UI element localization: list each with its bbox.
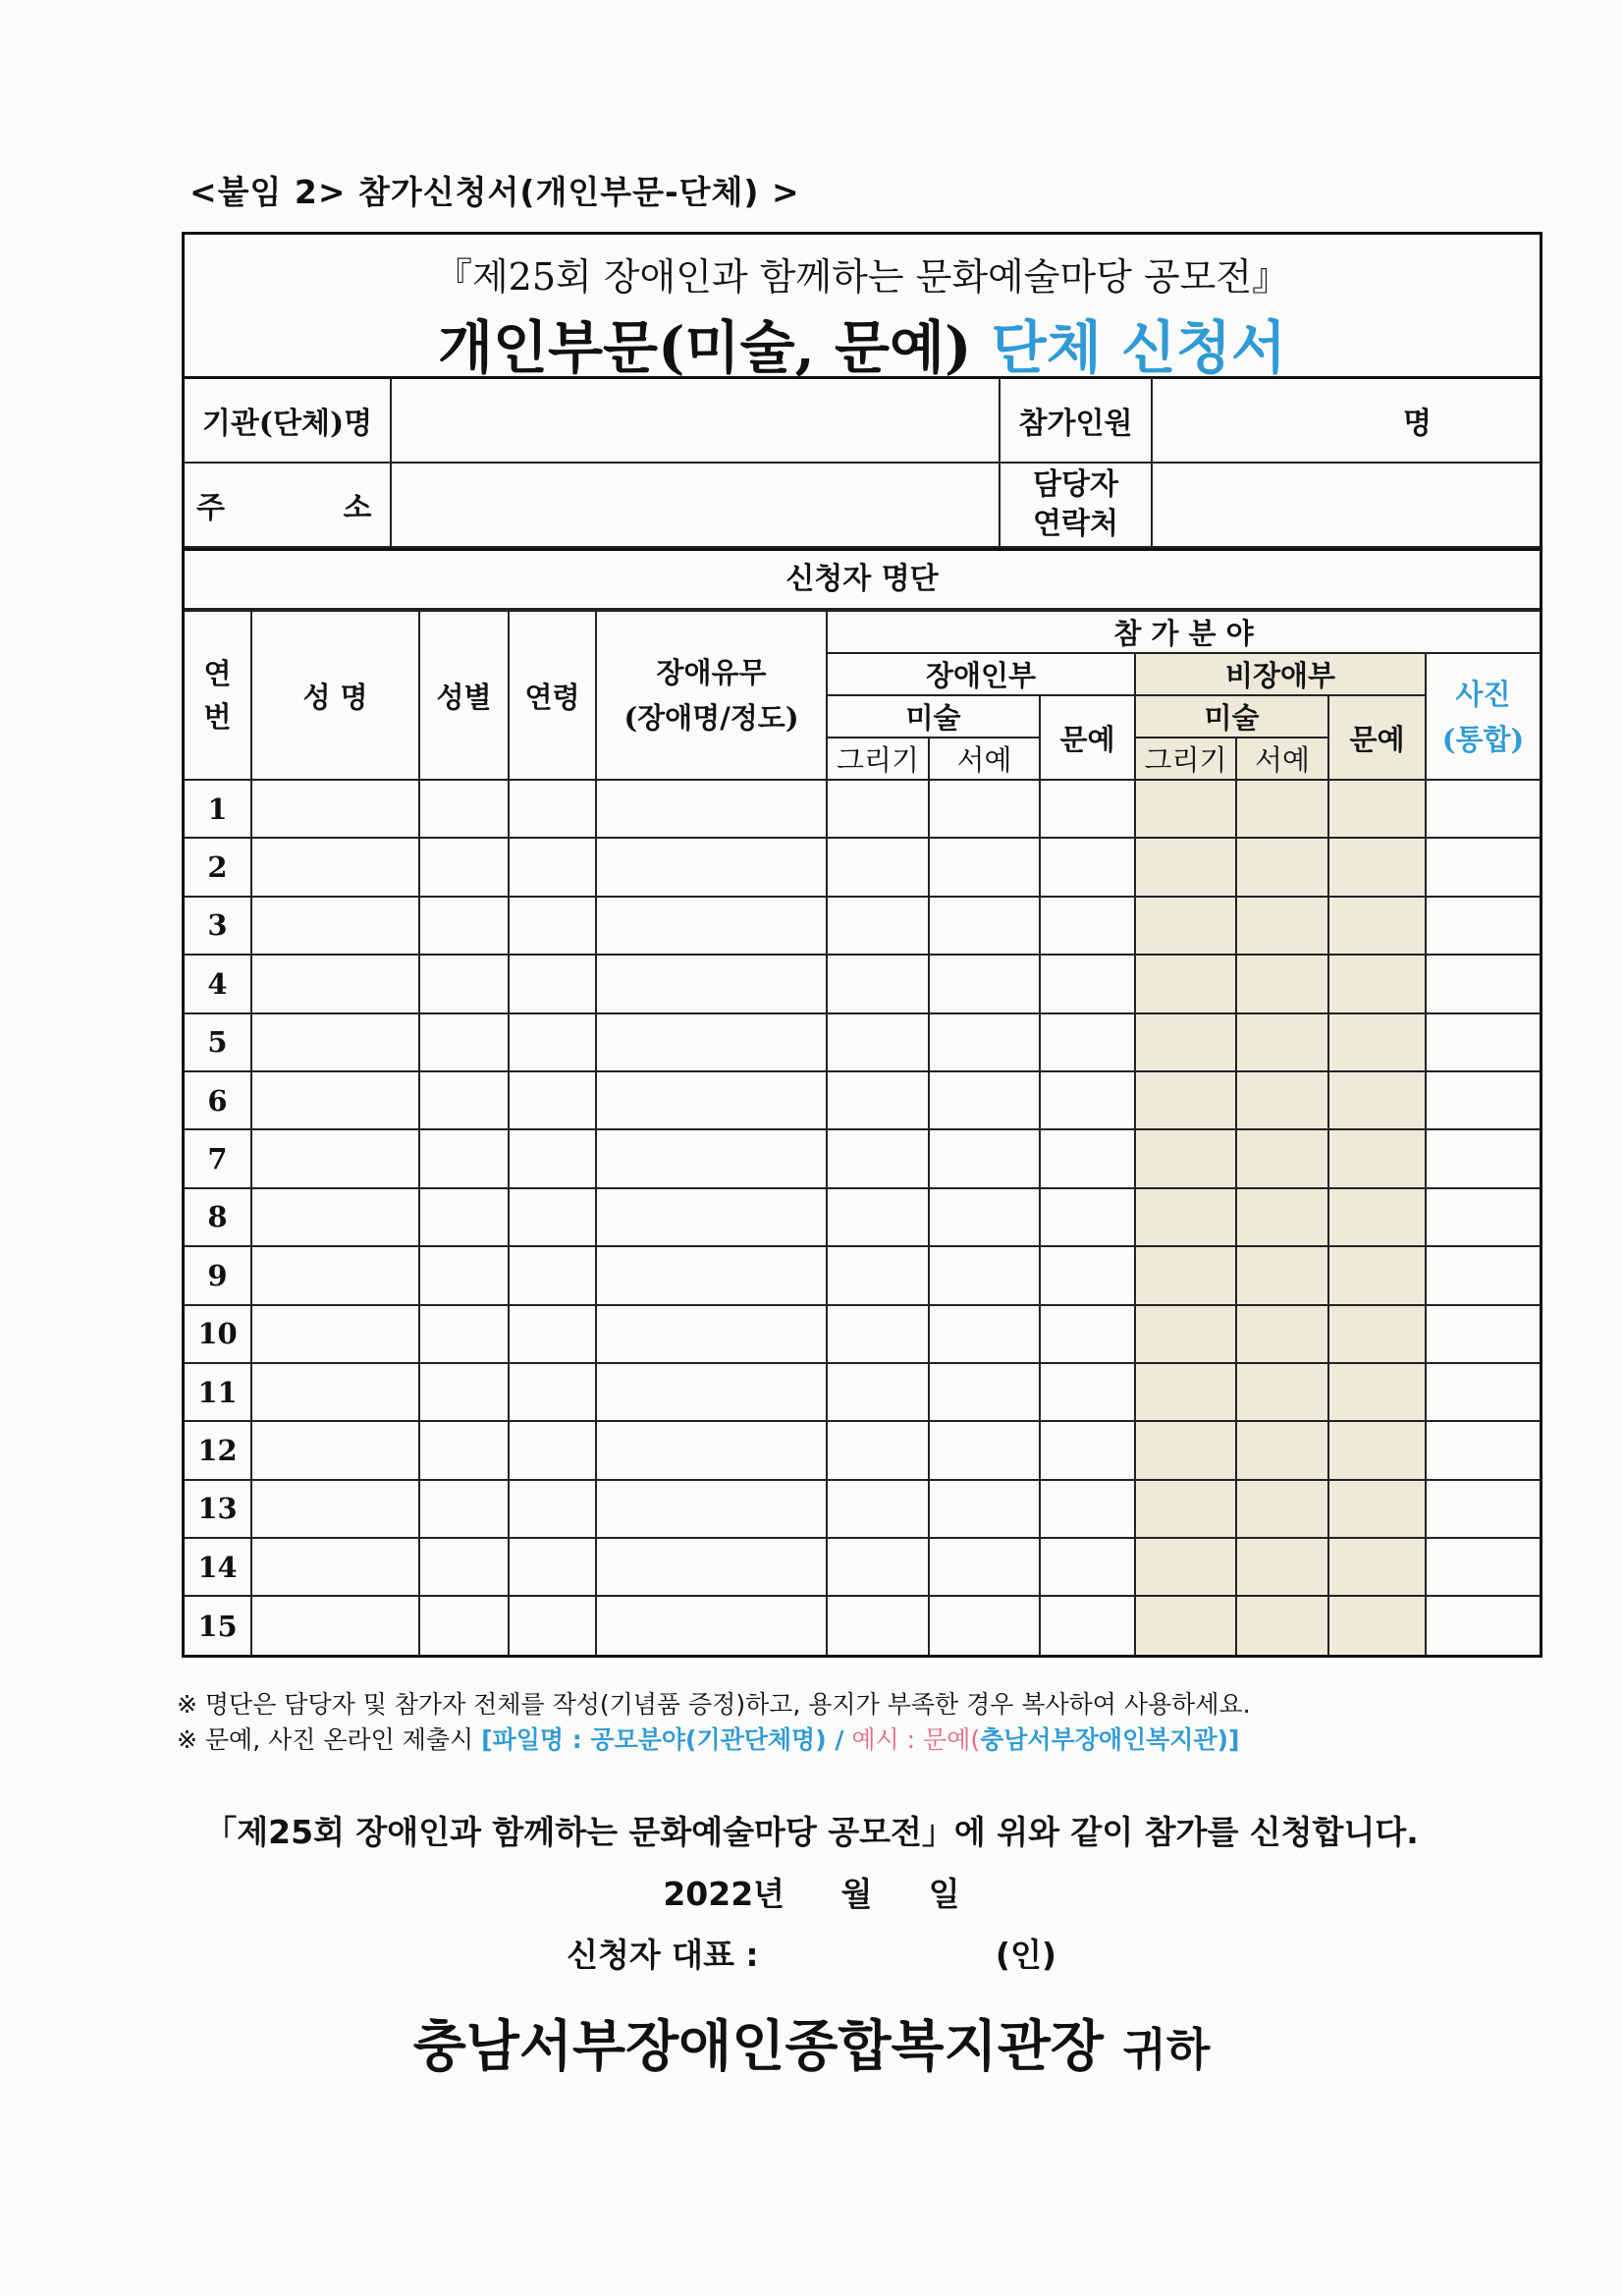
- roster-cell[interactable]: [1135, 1013, 1236, 1071]
- roster-cell[interactable]: [1426, 1071, 1540, 1129]
- roster-cell[interactable]: [419, 1363, 509, 1421]
- roster-cell[interactable]: [596, 1421, 827, 1479]
- roster-row: [185, 1013, 1540, 1071]
- roster-title: 신청자 명단: [185, 548, 1540, 610]
- roster-cell[interactable]: [251, 1480, 419, 1538]
- roster-cell[interactable]: [596, 1129, 827, 1187]
- roster-cell[interactable]: [1135, 1305, 1236, 1363]
- roster-cell[interactable]: [1040, 838, 1135, 896]
- roster-cell[interactable]: [1040, 1188, 1135, 1246]
- note-1: ※ 명단은 담당자 및 참가자 전체를 작성(기념품 증정)하고, 용지가 부족한 경우 복사하여 사용하세요.: [177, 1690, 1251, 1719]
- contact-field[interactable]: [1152, 463, 1540, 547]
- roster-cell[interactable]: [1236, 1480, 1328, 1538]
- roster-cell[interactable]: [596, 1246, 827, 1304]
- roster-cell[interactable]: [1135, 1246, 1236, 1304]
- roster-cell[interactable]: [1426, 838, 1540, 896]
- roster-cell[interactable]: [1236, 1246, 1328, 1304]
- roster-cell[interactable]: [509, 1129, 596, 1187]
- disabled-literature-header: 문예: [1040, 695, 1135, 780]
- roster-cell[interactable]: [827, 1129, 929, 1187]
- roster-cell[interactable]: [1236, 1363, 1328, 1421]
- roster-cell[interactable]: [827, 1013, 929, 1071]
- roster-cell[interactable]: [419, 897, 509, 955]
- roster-cell[interactable]: [419, 1421, 509, 1479]
- roster-cell[interactable]: [1040, 955, 1135, 1012]
- roster-cell[interactable]: [1135, 1538, 1236, 1596]
- roster-cell[interactable]: [827, 955, 929, 1012]
- roster-cell[interactable]: [1328, 1305, 1426, 1363]
- roster-cell[interactable]: [827, 897, 929, 955]
- roster-cell[interactable]: [1040, 1480, 1135, 1538]
- roster-cell[interactable]: [419, 1071, 509, 1129]
- roster-cell[interactable]: [1040, 1596, 1135, 1654]
- roster-cell[interactable]: [509, 1305, 596, 1363]
- roster-cell[interactable]: [509, 1480, 596, 1538]
- note-2-filename: [파일명 : 공모분야(기관단체명) /: [481, 1725, 844, 1754]
- roster-cell[interactable]: [251, 1071, 419, 1129]
- disabled-art-header: 미술: [827, 695, 1040, 738]
- roster-cell[interactable]: [1040, 1129, 1135, 1187]
- roster-cell[interactable]: [419, 780, 509, 838]
- roster-cell[interactable]: [251, 1129, 419, 1187]
- contest-title: 『제25회 장애인과 함께하는 문화예술마당 공모전』: [434, 255, 1290, 299]
- application-form: [182, 232, 1542, 1658]
- roster-cell[interactable]: [1135, 780, 1236, 838]
- note-2-prefix: ※ 문예, 사진 온라인 제출시: [177, 1725, 474, 1754]
- roster-cell[interactable]: [1040, 780, 1135, 838]
- disabled-drawing-header: 그리기: [827, 738, 929, 780]
- roster-cell[interactable]: [827, 1363, 929, 1421]
- roster-cell[interactable]: [1328, 838, 1426, 896]
- roster-cell[interactable]: [1135, 1480, 1236, 1538]
- row-number: 3: [185, 897, 251, 955]
- address-label-char-2: 소: [343, 491, 372, 525]
- roster-cell[interactable]: [509, 1246, 596, 1304]
- roster-cell[interactable]: [419, 838, 509, 896]
- roster-cell[interactable]: [1426, 897, 1540, 955]
- roster-cell[interactable]: [1328, 1480, 1426, 1538]
- roster-cell[interactable]: [1328, 1129, 1426, 1187]
- roster-cell[interactable]: [509, 780, 596, 838]
- roster-cell[interactable]: [827, 1305, 929, 1363]
- roster-cell[interactable]: [929, 1129, 1040, 1187]
- roster-cell[interactable]: [509, 1188, 596, 1246]
- roster-cell[interactable]: [1236, 1596, 1328, 1654]
- nondisabled-drawing-header: 그리기: [1135, 738, 1236, 780]
- roster-cell[interactable]: [827, 1480, 929, 1538]
- roster-row: [185, 897, 1540, 955]
- roster-cell[interactable]: [509, 1363, 596, 1421]
- roster-cell[interactable]: [509, 897, 596, 955]
- roster-cell[interactable]: [1328, 1188, 1426, 1246]
- roster-cell[interactable]: [1328, 1538, 1426, 1596]
- row-number: 14: [185, 1538, 251, 1596]
- roster-cell[interactable]: [827, 1596, 929, 1654]
- form-title-accent: 단체 신청서: [991, 314, 1287, 381]
- roster-cell[interactable]: [1040, 1071, 1135, 1129]
- roster-cell[interactable]: [251, 1421, 419, 1479]
- roster-cell[interactable]: [251, 1363, 419, 1421]
- contact-label-line-1: 담당자: [1033, 467, 1118, 502]
- roster-cell[interactable]: [596, 838, 827, 896]
- roster-cell[interactable]: [1236, 1129, 1328, 1187]
- roster-cell[interactable]: [419, 1538, 509, 1596]
- declaration: 「제25회 장애인과 함께하는 문화예술마당 공모전」에 위와 같이 참가를 신청합니다.: [204, 1813, 1419, 1851]
- roster-row: [185, 1538, 1540, 1596]
- roster-cell[interactable]: [1236, 1421, 1328, 1479]
- nondisabled-division-header: 비장애부: [1135, 653, 1426, 695]
- org-name-label: 기관(단체)명: [185, 379, 391, 463]
- roster-row: [185, 1480, 1540, 1538]
- col-age-header: 연령: [509, 611, 596, 780]
- roster-row: [185, 1363, 1540, 1421]
- row-number: 6: [185, 1071, 251, 1129]
- roster-cell[interactable]: [1236, 897, 1328, 955]
- roster-cell[interactable]: [1236, 1188, 1328, 1246]
- row-number: 11: [185, 1363, 251, 1421]
- roster-cell[interactable]: [929, 955, 1040, 1012]
- roster-cell[interactable]: [929, 1188, 1040, 1246]
- row-number: 13: [185, 1480, 251, 1538]
- roster-cell[interactable]: [251, 1013, 419, 1071]
- row-number: 10: [185, 1305, 251, 1363]
- roster-cell[interactable]: [1040, 1421, 1135, 1479]
- roster-cell[interactable]: [1040, 897, 1135, 955]
- roster-cell[interactable]: [596, 897, 827, 955]
- roster-row: [185, 1596, 1540, 1654]
- roster-cell[interactable]: [1328, 1596, 1426, 1654]
- roster-cell[interactable]: [1040, 1538, 1135, 1596]
- row-number: 12: [185, 1421, 251, 1479]
- roster-cell[interactable]: [419, 1013, 509, 1071]
- roster-cell[interactable]: [1135, 1188, 1236, 1246]
- roster-cell[interactable]: [827, 780, 929, 838]
- roster-cell[interactable]: [1135, 1421, 1236, 1479]
- roster-cell[interactable]: [1236, 838, 1328, 896]
- col-number-header-2: 번: [203, 700, 232, 734]
- roster-cell[interactable]: [929, 1596, 1040, 1654]
- roster-cell[interactable]: [419, 955, 509, 1012]
- roster-cell[interactable]: [827, 1188, 929, 1246]
- col-disability-header-2: (장애명/정도): [623, 701, 799, 735]
- roster-table: [185, 610, 1540, 1655]
- recipient-line: [0, 2003, 1623, 2082]
- roster-cell[interactable]: [929, 1480, 1040, 1538]
- roster-cell[interactable]: [1135, 1071, 1236, 1129]
- roster-cell[interactable]: [509, 955, 596, 1012]
- row-number: 9: [185, 1246, 251, 1304]
- roster-row: [185, 1071, 1540, 1129]
- roster-cell[interactable]: [929, 1305, 1040, 1363]
- roster-row: [185, 1188, 1540, 1246]
- roster-cell[interactable]: [1135, 955, 1236, 1012]
- form-title: [185, 301, 1540, 384]
- roster-cell[interactable]: [1328, 897, 1426, 955]
- roster-row: [185, 780, 1540, 838]
- roster-cell[interactable]: [929, 838, 1040, 896]
- roster-cell[interactable]: [1236, 1538, 1328, 1596]
- roster-cell[interactable]: [1236, 780, 1328, 838]
- roster-row: [185, 955, 1540, 1012]
- roster-cell[interactable]: [509, 1538, 596, 1596]
- roster-cell[interactable]: [1236, 1071, 1328, 1129]
- row-number: 5: [185, 1013, 251, 1071]
- note-2-example: 예시 : 문예(: [851, 1725, 981, 1754]
- recipient-name: 충남서부장애인종합복지관장: [412, 2014, 1104, 2079]
- roster-cell[interactable]: [1236, 1013, 1328, 1071]
- roster-cell[interactable]: [929, 1421, 1040, 1479]
- roster-cell[interactable]: [596, 780, 827, 838]
- address-label: [185, 463, 391, 547]
- roster-cell[interactable]: [596, 1480, 827, 1538]
- roster-cell[interactable]: [1135, 1363, 1236, 1421]
- application-date: 2022년 월 일: [663, 1875, 960, 1913]
- roster-cell[interactable]: [419, 1129, 509, 1187]
- roster-cell[interactable]: [929, 1246, 1040, 1304]
- disabled-calligraphy-header: 서예: [929, 738, 1040, 780]
- roster-cell[interactable]: [251, 1538, 419, 1596]
- attachment-label: <붙임 2> 참가신청서(개인부문-단체) >: [189, 173, 800, 211]
- col-number-header: [185, 611, 251, 780]
- roster-cell[interactable]: [419, 1596, 509, 1654]
- roster-cell[interactable]: [1135, 1129, 1236, 1187]
- roster-cell[interactable]: [509, 1071, 596, 1129]
- roster-cell[interactable]: [509, 1013, 596, 1071]
- organization-info-table: [185, 379, 1540, 548]
- roster-cell[interactable]: [929, 1363, 1040, 1421]
- roster-row: [185, 1421, 1540, 1479]
- nondisabled-calligraphy-header: 서예: [1236, 738, 1328, 780]
- roster-cell[interactable]: [1328, 955, 1426, 1012]
- contact-label-line-2: 연락처: [1033, 507, 1118, 541]
- roster-cell[interactable]: [1328, 1246, 1426, 1304]
- roster-row: [185, 1129, 1540, 1187]
- roster-cell[interactable]: [251, 955, 419, 1012]
- row-number: 8: [185, 1188, 251, 1246]
- roster-cell[interactable]: [1426, 1596, 1540, 1654]
- col-disability-header-1: 장애유무: [656, 656, 767, 689]
- row-number: 7: [185, 1129, 251, 1187]
- contact-label: [1000, 463, 1152, 547]
- roster-cell[interactable]: [1426, 1480, 1540, 1538]
- nondisabled-literature-header: 문예: [1328, 695, 1426, 780]
- roster-row: [185, 1246, 1540, 1304]
- roster-cell[interactable]: [929, 780, 1040, 838]
- col-disability-header: [596, 611, 827, 780]
- row-number: 2: [185, 838, 251, 896]
- roster-cell[interactable]: [1426, 1305, 1540, 1363]
- roster-cell[interactable]: [251, 780, 419, 838]
- roster-cell[interactable]: [1426, 1538, 1540, 1596]
- roster-cell[interactable]: [1328, 1013, 1426, 1071]
- roster-cell[interactable]: [596, 1305, 827, 1363]
- roster-cell[interactable]: [251, 1188, 419, 1246]
- roster-cell[interactable]: [929, 1071, 1040, 1129]
- roster-row: [185, 838, 1540, 896]
- participant-count-unit: 명: [1403, 407, 1432, 441]
- row-number: 15: [185, 1596, 251, 1654]
- roster-cell[interactable]: [1426, 955, 1540, 1012]
- roster-cell[interactable]: [251, 897, 419, 955]
- roster-cell[interactable]: [251, 838, 419, 896]
- disabled-division-header: 장애인부: [827, 653, 1135, 695]
- roster-cell[interactable]: [1328, 1363, 1426, 1421]
- roster-cell[interactable]: [1328, 1421, 1426, 1479]
- roster-cell[interactable]: [1426, 780, 1540, 838]
- col-gender-header: 성별: [419, 611, 509, 780]
- roster-cell[interactable]: [596, 1188, 827, 1246]
- roster-cell[interactable]: [827, 1071, 929, 1129]
- roster-cell[interactable]: [509, 1596, 596, 1654]
- roster-cell[interactable]: [1040, 1246, 1135, 1304]
- participant-count-label: 참가인원: [1000, 379, 1152, 463]
- roster-row: [185, 1305, 1540, 1363]
- roster-cell[interactable]: [1236, 955, 1328, 1012]
- roster-body: [185, 780, 1540, 1655]
- roster-cell[interactable]: [1236, 1305, 1328, 1363]
- row-number: 4: [185, 955, 251, 1012]
- roster-cell[interactable]: [251, 1246, 419, 1304]
- col-name-header: 성 명: [251, 611, 419, 780]
- photo-header: [1426, 653, 1540, 780]
- roster-cell[interactable]: [596, 1013, 827, 1071]
- roster-cell[interactable]: [827, 838, 929, 896]
- roster-cell[interactable]: [929, 897, 1040, 955]
- roster-cell[interactable]: [419, 1246, 509, 1304]
- roster-cell[interactable]: [1135, 838, 1236, 896]
- roster-cell[interactable]: [1426, 1129, 1540, 1187]
- form-title-main: 개인부문(미술, 문예): [437, 314, 972, 381]
- roster-cell[interactable]: [419, 1305, 509, 1363]
- roster-cell[interactable]: [596, 1071, 827, 1129]
- nondisabled-art-header: 미술: [1135, 695, 1328, 738]
- roster-cell[interactable]: [827, 1246, 929, 1304]
- roster-cell[interactable]: [827, 1421, 929, 1479]
- roster-cell[interactable]: [596, 1538, 827, 1596]
- roster-cell[interactable]: [1426, 1188, 1540, 1246]
- photo-header-1: 사진: [1455, 677, 1511, 711]
- row-number: 1: [185, 780, 251, 838]
- note-2-example-end: 충남서부장애인복지관)]: [980, 1725, 1240, 1754]
- photo-header-2: (통합): [1441, 722, 1525, 756]
- roster-cell[interactable]: [1328, 780, 1426, 838]
- roster-cell[interactable]: [929, 1013, 1040, 1071]
- roster-cell[interactable]: [596, 1596, 827, 1654]
- roster-cell[interactable]: [1040, 1363, 1135, 1421]
- roster-cell[interactable]: [1426, 1363, 1540, 1421]
- roster-cell[interactable]: [251, 1596, 419, 1654]
- address-label-char-1: 주: [196, 491, 225, 525]
- note-2: [177, 1722, 1251, 1758]
- roster-cell[interactable]: [1040, 1013, 1135, 1071]
- roster-cell[interactable]: [1426, 1421, 1540, 1479]
- roster-cell[interactable]: [1135, 897, 1236, 955]
- roster-cell[interactable]: [419, 1480, 509, 1538]
- notes: [177, 1687, 1251, 1758]
- roster-cell[interactable]: [509, 1421, 596, 1479]
- roster-cell[interactable]: [1040, 1305, 1135, 1363]
- recipient-suffix: 귀하: [1122, 2023, 1211, 2076]
- address-field[interactable]: [391, 463, 1000, 547]
- roster-cell[interactable]: [1426, 1246, 1540, 1304]
- roster-cell[interactable]: [596, 955, 827, 1012]
- roster-cell[interactable]: [1328, 1071, 1426, 1129]
- roster-cell[interactable]: [596, 1363, 827, 1421]
- col-number-header-1: 연: [203, 657, 232, 690]
- form-title-box: [185, 235, 1540, 379]
- roster-cell[interactable]: [419, 1188, 509, 1246]
- roster-cell[interactable]: [1426, 1013, 1540, 1071]
- roster-cell[interactable]: [1135, 1596, 1236, 1654]
- field-header: 참 가 분 야: [827, 611, 1540, 653]
- participant-count-field[interactable]: [1152, 379, 1540, 463]
- org-name-field[interactable]: [391, 379, 1000, 463]
- roster-cell[interactable]: [827, 1538, 929, 1596]
- representative-line: 신청자 대표 : (인): [567, 1936, 1056, 1974]
- roster-cell[interactable]: [251, 1305, 419, 1363]
- roster-cell[interactable]: [509, 838, 596, 896]
- roster-cell[interactable]: [929, 1538, 1040, 1596]
